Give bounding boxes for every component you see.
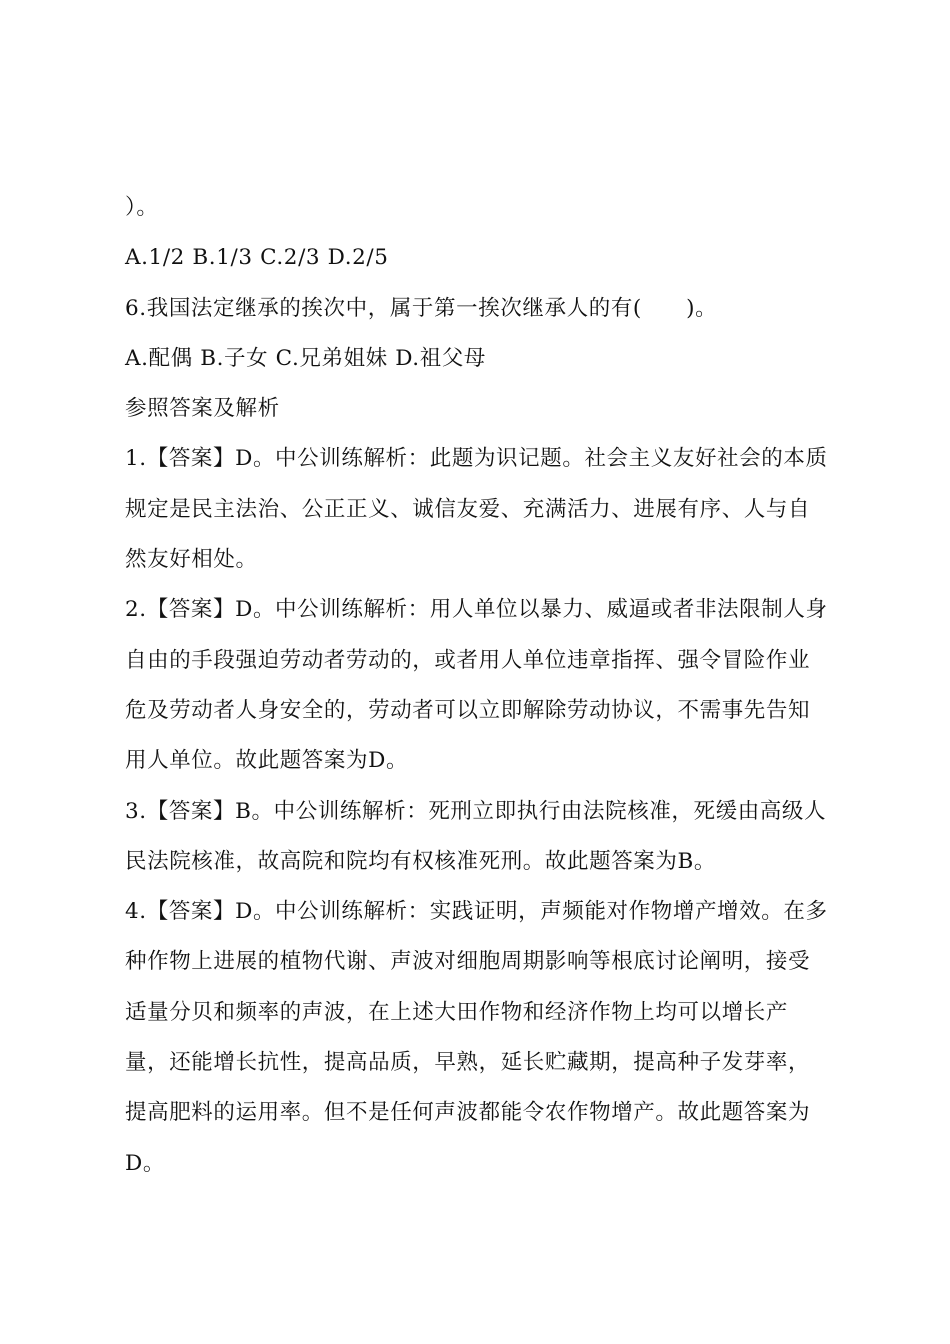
answer-4-line-3: 适量分贝和频率的声波，在上述大田作物和经济作物上均可以增长产 bbox=[125, 999, 789, 1025]
answer-4-line-6: D。 bbox=[125, 1150, 165, 1176]
answer-1-line-2: 规定是民主法治、公正正义、诚信友爱、充满活力、进展有序、人与自 bbox=[125, 496, 811, 522]
answer-4-line-4: 量，还能增长抗性，提高品质，早熟，延长贮藏期，提高种子发芽率， bbox=[125, 1050, 811, 1076]
answer-4-line-1: 4.【答案】D。中公训练解析：实践证明，声频能对作物增产增效。在多 bbox=[125, 899, 828, 925]
answer-2-line-3: 危及劳动者人身安全的，劳动者可以立即解除劳动协议，不需事先告知 bbox=[125, 697, 811, 723]
question-5-options: A.1/2 B.1/3 C.2/3 D.2/5 bbox=[125, 245, 389, 271]
answer-3-line-2: 民法院核准，故高院和院均有权核准死刑。故此题答案为B。 bbox=[125, 848, 717, 874]
answer-2-line-1: 2.【答案】D。中公训练解析：用人单位以暴力、威逼或者非法限制人身 bbox=[125, 597, 828, 623]
answer-1-line-3: 然友好相处。 bbox=[125, 547, 258, 573]
question-5-continuation: ）。 bbox=[125, 195, 159, 220]
answers-heading: 参照答案及解析 bbox=[125, 396, 280, 422]
answer-4-line-2: 种作物上进展的植物代谢、声波对细胞周期影响等根底讨论阐明，接受 bbox=[125, 949, 811, 975]
document-body bbox=[125, 183, 840, 1189]
answer-2-line-4: 用人单位。故此题答案为D。 bbox=[125, 748, 409, 774]
answer-1-line-1: 1.【答案】D。中公训练解析：此题为识记题。社会主义友好社会的本质 bbox=[125, 446, 828, 472]
question-6-stem: 6.我国法定继承的挨次中，属于第一挨次继承人的有( )。 bbox=[125, 295, 718, 321]
answer-4-line-5: 提高肥料的运用率。但不是任何声波都能令农作物增产。故此题答案为 bbox=[125, 1100, 811, 1126]
question-6-options: A.配偶 B.子女 C.兄弟姐妹 D.祖父母 bbox=[125, 345, 487, 371]
answer-2-line-2: 自由的手段强迫劳动者劳动的，或者用人单位违章指挥、强令冒险作业 bbox=[125, 647, 811, 673]
answer-3-line-1: 3.【答案】B。中公训练解析：死刑立即执行由法院核准，死缓由高级人 bbox=[125, 798, 827, 824]
